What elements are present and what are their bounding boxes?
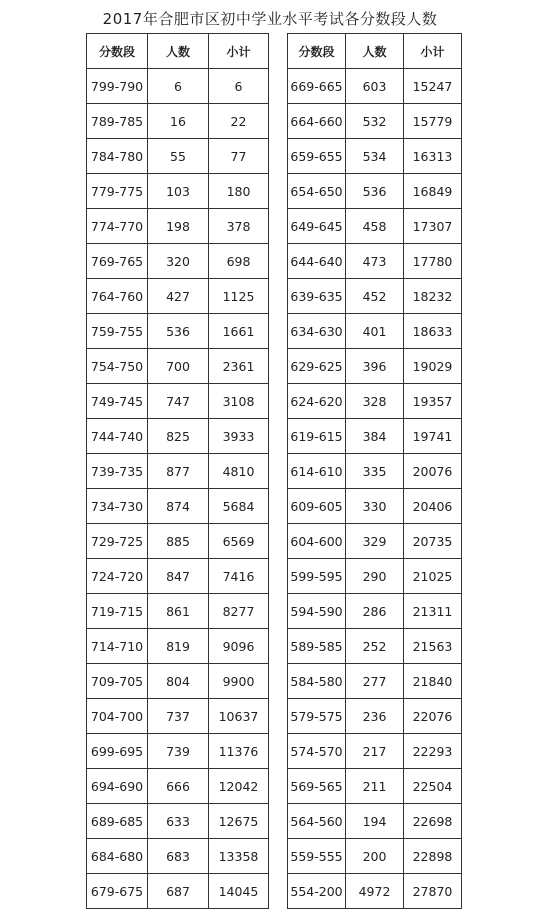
cell-subtotal: 180 [209,174,269,209]
cell-subtotal: 22504 [404,769,462,804]
table-row [87,314,269,349]
table-row [288,104,462,139]
cell-count: 739 [148,734,209,769]
cell-subtotal: 21311 [404,594,462,629]
cell-count: 330 [346,489,404,524]
table-row [288,244,462,279]
cell-score-range: 619-615 [288,419,346,454]
table-row [87,594,269,629]
header-subtotal: 小计 [209,34,269,69]
cell-subtotal: 5684 [209,489,269,524]
cell-score-range: 779-775 [87,174,148,209]
cell-subtotal: 18633 [404,314,462,349]
cell-subtotal: 27870 [404,874,462,909]
cell-subtotal: 3933 [209,419,269,454]
header-count: 人数 [148,34,209,69]
cell-count: 700 [148,349,209,384]
cell-score-range: 749-745 [87,384,148,419]
cell-count: 211 [346,769,404,804]
cell-score-range: 764-760 [87,279,148,314]
cell-count: 198 [148,209,209,244]
cell-subtotal: 698 [209,244,269,279]
cell-score-range: 689-685 [87,804,148,839]
cell-score-range: 554-200 [288,874,346,909]
header-score-range: 分数段 [288,34,346,69]
cell-score-range: 604-600 [288,524,346,559]
cell-count: 885 [148,524,209,559]
cell-subtotal: 15779 [404,104,462,139]
cell-subtotal: 1661 [209,314,269,349]
cell-count: 874 [148,489,209,524]
cell-count: 320 [148,244,209,279]
cell-subtotal: 6 [209,69,269,104]
cell-subtotal: 9900 [209,664,269,699]
table-row [288,594,462,629]
cell-count: 103 [148,174,209,209]
table-row [87,244,269,279]
table-row [288,314,462,349]
table-row [87,734,269,769]
table-row [87,419,269,454]
table-row [87,839,269,874]
cell-score-range: 729-725 [87,524,148,559]
cell-count: 427 [148,279,209,314]
table-row [87,104,269,139]
cell-count: 804 [148,664,209,699]
cell-count: 194 [346,804,404,839]
cell-count: 532 [346,104,404,139]
table-row [87,699,269,734]
table-row [87,454,269,489]
cell-subtotal: 6569 [209,524,269,559]
cell-score-range: 734-730 [87,489,148,524]
cell-subtotal: 10637 [209,699,269,734]
header-row [87,34,269,69]
cell-count: 328 [346,384,404,419]
table-row [288,769,462,804]
cell-subtotal: 11376 [209,734,269,769]
cell-score-range: 694-690 [87,769,148,804]
page-title: 2017年合肥市区初中学业水平考试各分数段人数 [102,10,438,28]
cell-subtotal: 77 [209,139,269,174]
cell-count: 236 [346,699,404,734]
table-row [288,349,462,384]
cell-count: 825 [148,419,209,454]
score-table-left [86,33,269,909]
cell-subtotal: 16313 [404,139,462,174]
cell-subtotal: 19741 [404,419,462,454]
cell-count: 401 [346,314,404,349]
cell-subtotal: 9096 [209,629,269,664]
table-row [87,629,269,664]
cell-subtotal: 8277 [209,594,269,629]
table-row [288,174,462,209]
cell-count: 536 [148,314,209,349]
cell-score-range: 789-785 [87,104,148,139]
cell-subtotal: 4810 [209,454,269,489]
header-count: 人数 [346,34,404,69]
table-row [288,629,462,664]
cell-count: 603 [346,69,404,104]
cell-subtotal: 21563 [404,629,462,664]
cell-count: 277 [346,664,404,699]
cell-score-range: 584-580 [288,664,346,699]
cell-subtotal: 15247 [404,69,462,104]
cell-score-range: 564-560 [288,804,346,839]
table-row [87,804,269,839]
cell-score-range: 569-565 [288,769,346,804]
cell-subtotal: 19357 [404,384,462,419]
cell-subtotal: 1125 [209,279,269,314]
cell-count: 473 [346,244,404,279]
cell-score-range: 599-595 [288,559,346,594]
cell-score-range: 799-790 [87,69,148,104]
table-row [87,489,269,524]
table-row [87,349,269,384]
cell-count: 534 [346,139,404,174]
cell-count: 329 [346,524,404,559]
table-row [288,209,462,244]
table-row [288,384,462,419]
table-row [87,279,269,314]
header-score-range: 分数段 [87,34,148,69]
table-row [87,139,269,174]
table-row [288,699,462,734]
cell-count: 819 [148,629,209,664]
cell-subtotal: 22293 [404,734,462,769]
cell-score-range: 614-610 [288,454,346,489]
table-row [288,734,462,769]
cell-subtotal: 21840 [404,664,462,699]
cell-count: 396 [346,349,404,384]
cell-score-range: 699-695 [87,734,148,769]
cell-count: 6 [148,69,209,104]
table-row [288,454,462,489]
cell-subtotal: 22898 [404,839,462,874]
cell-score-range: 704-700 [87,699,148,734]
cell-subtotal: 12675 [209,804,269,839]
table-row [288,279,462,314]
table-row [288,804,462,839]
cell-count: 633 [148,804,209,839]
cell-score-range: 784-780 [87,139,148,174]
cell-subtotal: 14045 [209,874,269,909]
cell-score-range: 644-640 [288,244,346,279]
cell-count: 217 [346,734,404,769]
cell-count: 16 [148,104,209,139]
cell-count: 536 [346,174,404,209]
table-row [87,384,269,419]
table-row [288,139,462,174]
cell-subtotal: 17780 [404,244,462,279]
cell-subtotal: 22 [209,104,269,139]
cell-subtotal: 20406 [404,489,462,524]
cell-score-range: 649-645 [288,209,346,244]
table-row [87,874,269,909]
cell-score-range: 744-740 [87,419,148,454]
cell-subtotal: 3108 [209,384,269,419]
cell-score-range: 574-570 [288,734,346,769]
cell-score-range: 654-650 [288,174,346,209]
cell-score-range: 754-750 [87,349,148,384]
header-subtotal: 小计 [404,34,462,69]
cell-count: 687 [148,874,209,909]
table-row [288,874,462,909]
cell-score-range: 629-625 [288,349,346,384]
cell-score-range: 594-590 [288,594,346,629]
cell-count: 55 [148,139,209,174]
cell-score-range: 759-755 [87,314,148,349]
cell-count: 737 [148,699,209,734]
cell-count: 252 [346,629,404,664]
cell-count: 666 [148,769,209,804]
cell-subtotal: 7416 [209,559,269,594]
cell-score-range: 579-575 [288,699,346,734]
cell-score-range: 774-770 [87,209,148,244]
cell-score-range: 624-620 [288,384,346,419]
cell-count: 747 [148,384,209,419]
cell-count: 861 [148,594,209,629]
cell-subtotal: 21025 [404,559,462,594]
cell-count: 200 [346,839,404,874]
cell-score-range: 709-705 [87,664,148,699]
cell-score-range: 589-585 [288,629,346,664]
cell-score-range: 669-665 [288,69,346,104]
cell-count: 286 [346,594,404,629]
cell-count: 847 [148,559,209,594]
cell-count: 877 [148,454,209,489]
cell-score-range: 679-675 [87,874,148,909]
cell-score-range: 724-720 [87,559,148,594]
cell-subtotal: 19029 [404,349,462,384]
cell-subtotal: 16849 [404,174,462,209]
cell-score-range: 714-710 [87,629,148,664]
cell-score-range: 609-605 [288,489,346,524]
table-row [87,209,269,244]
cell-subtotal: 22698 [404,804,462,839]
cell-subtotal: 22076 [404,699,462,734]
cell-count: 683 [148,839,209,874]
cell-count: 335 [346,454,404,489]
table-row [288,69,462,104]
cell-count: 290 [346,559,404,594]
cell-count: 452 [346,279,404,314]
table-row [288,559,462,594]
cell-score-range: 664-660 [288,104,346,139]
table-row [87,174,269,209]
table-row [288,664,462,699]
cell-score-range: 559-555 [288,839,346,874]
cell-count: 458 [346,209,404,244]
cell-subtotal: 2361 [209,349,269,384]
cell-score-range: 659-655 [288,139,346,174]
cell-subtotal: 13358 [209,839,269,874]
table-row [87,664,269,699]
cell-subtotal: 17307 [404,209,462,244]
table-row [288,419,462,454]
table-row [87,769,269,804]
cell-count: 384 [346,419,404,454]
cell-score-range: 634-630 [288,314,346,349]
cell-score-range: 719-715 [87,594,148,629]
header-row [288,34,462,69]
cell-subtotal: 20076 [404,454,462,489]
table-row [87,524,269,559]
cell-subtotal: 20735 [404,524,462,559]
table-row [87,559,269,594]
cell-score-range: 639-635 [288,279,346,314]
cell-score-range: 769-765 [87,244,148,279]
table-row [288,489,462,524]
cell-count: 4972 [346,874,404,909]
table-row [288,839,462,874]
cell-subtotal: 12042 [209,769,269,804]
table-row [87,69,269,104]
cell-score-range: 684-680 [87,839,148,874]
table-row [288,524,462,559]
cell-subtotal: 378 [209,209,269,244]
cell-subtotal: 18232 [404,279,462,314]
cell-score-range: 739-735 [87,454,148,489]
score-table-right [287,33,462,909]
